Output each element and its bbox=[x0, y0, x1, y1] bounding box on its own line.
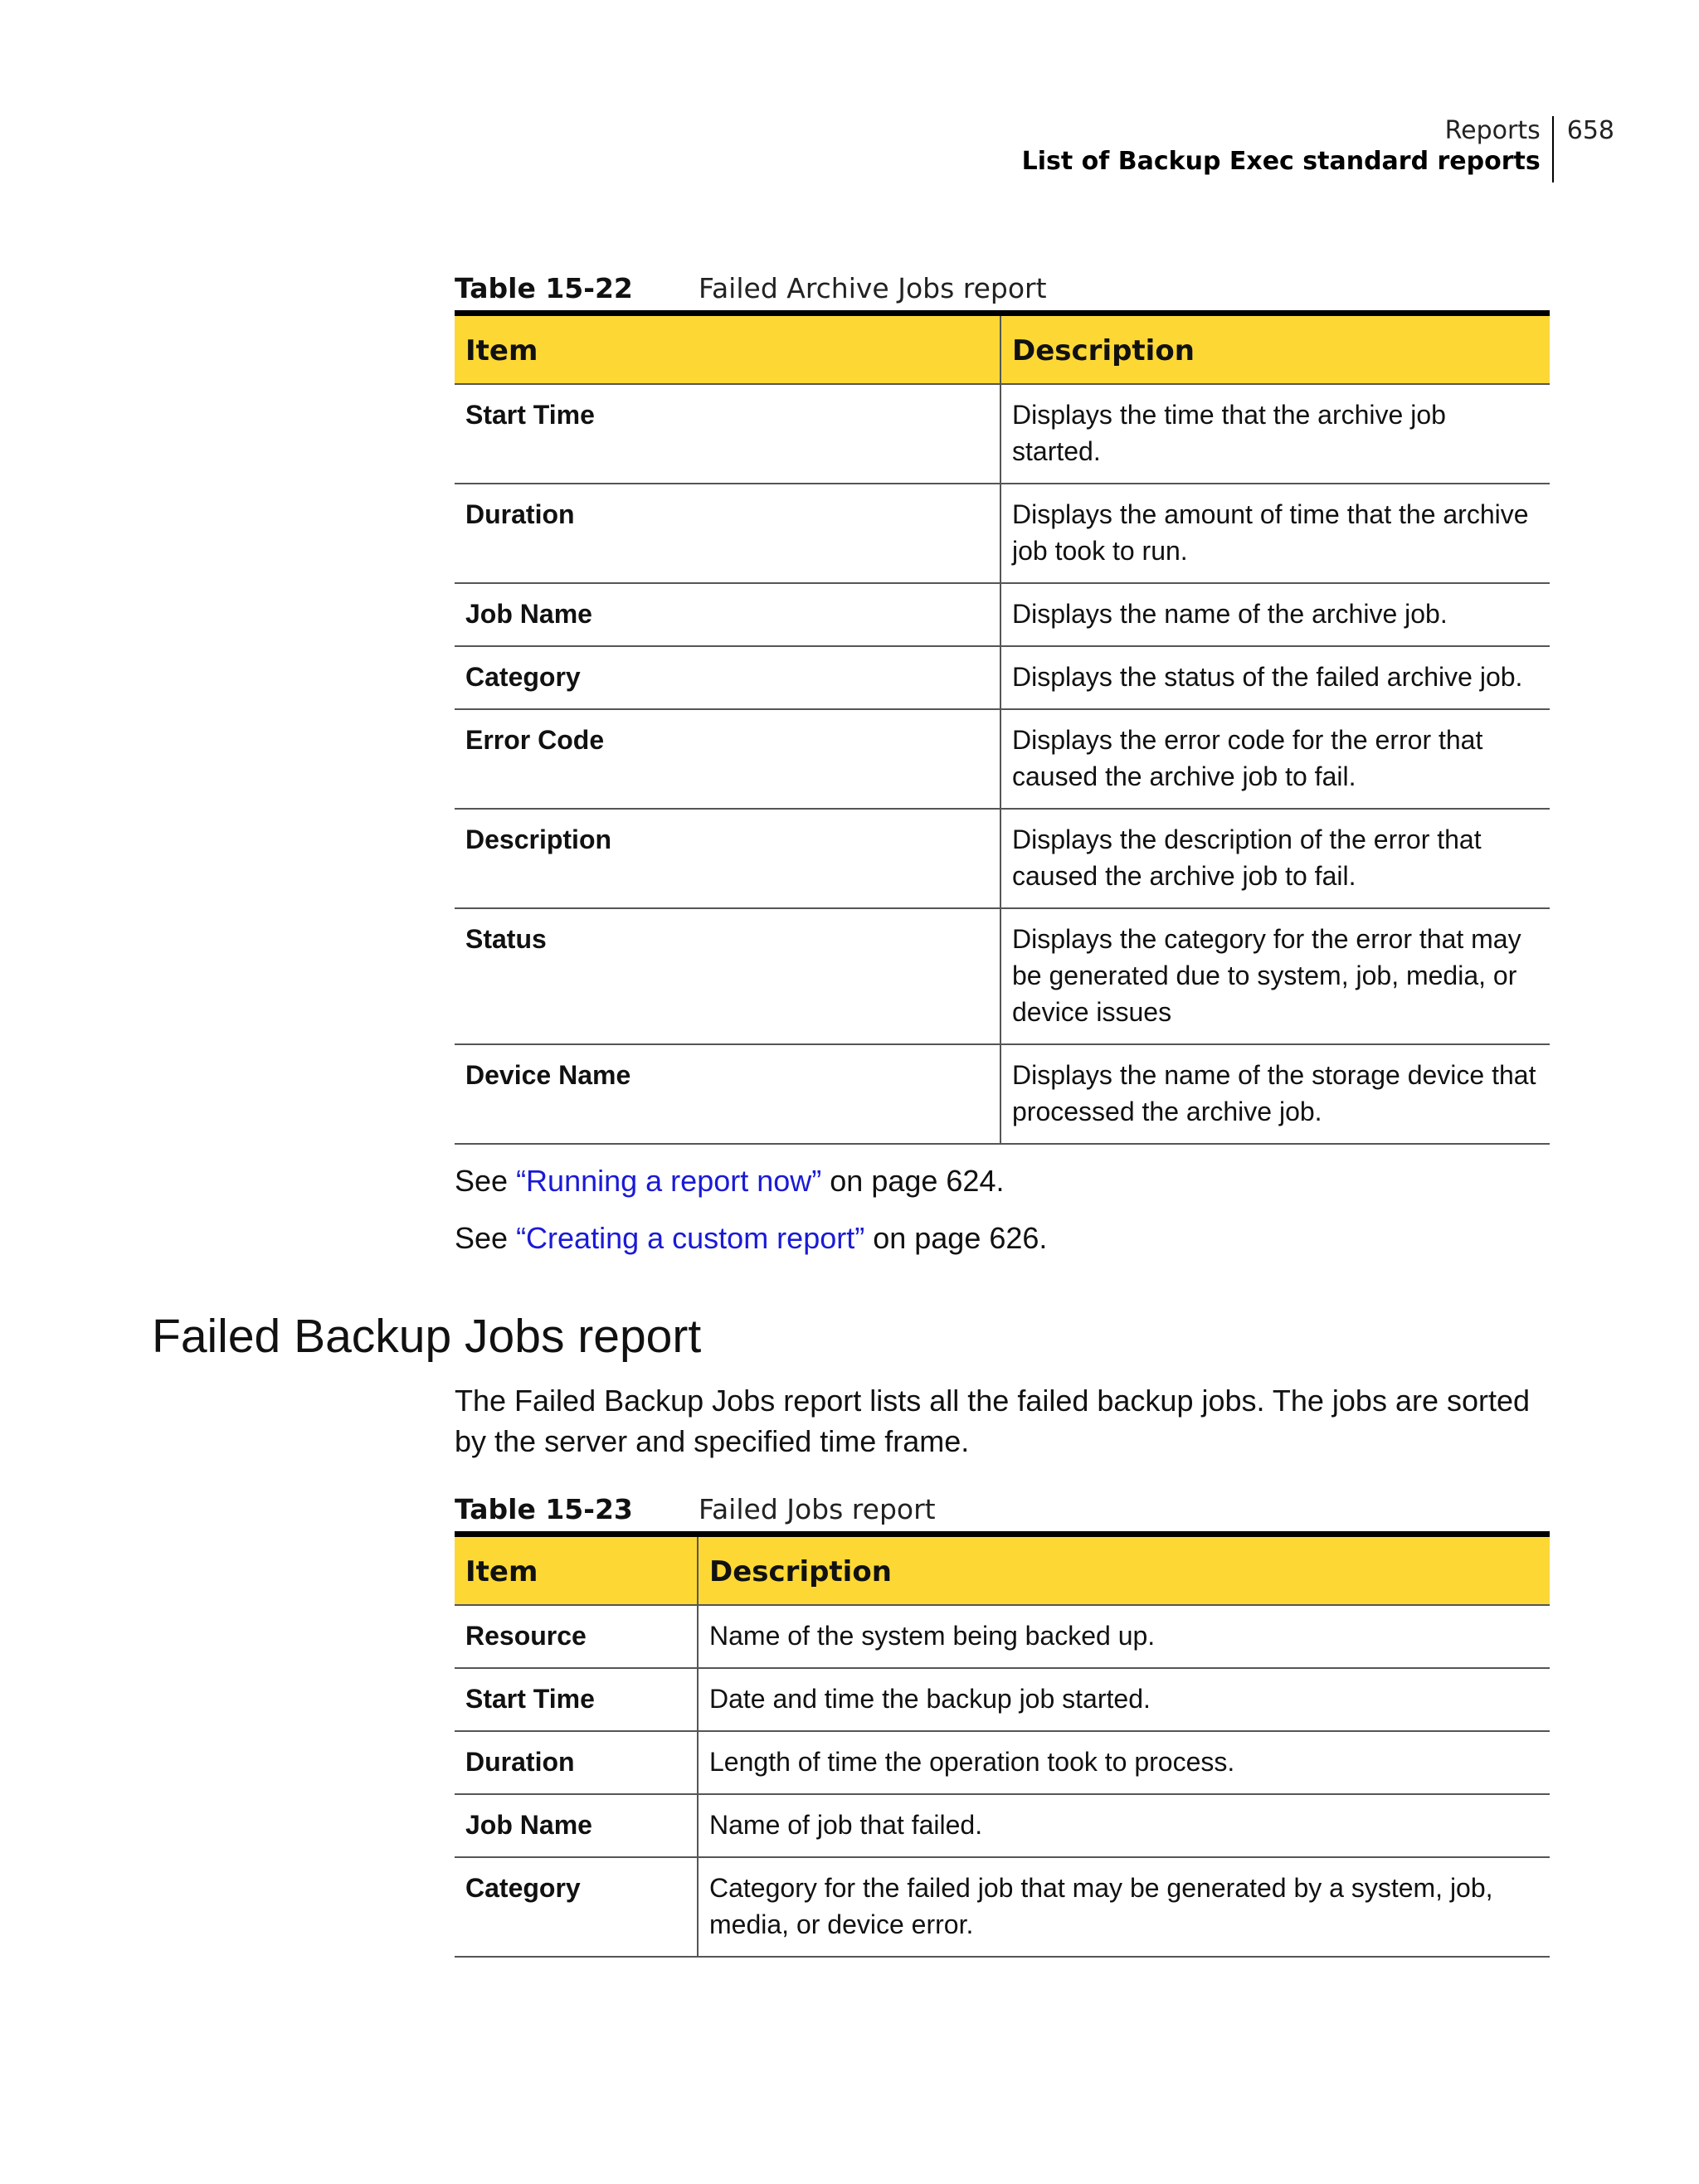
table-caption bbox=[455, 1493, 1550, 1531]
description-cell: Length of time the operation took to process. bbox=[698, 1731, 1550, 1794]
table-15-22-block bbox=[455, 272, 1550, 1145]
item-cell: Duration bbox=[455, 484, 1000, 583]
item-cell: Job Name bbox=[455, 583, 1000, 646]
custom-report-link[interactable]: “Creating a custom report” bbox=[516, 1221, 865, 1255]
table-row bbox=[455, 484, 1550, 583]
description-cell: Displays the category for the error that may be generated due to system, job, media, or device issues bbox=[1000, 908, 1550, 1044]
table-row bbox=[455, 709, 1550, 809]
description-cell: Displays the description of the error that caused the archive job to fail. bbox=[1000, 809, 1550, 908]
table-row bbox=[455, 809, 1550, 908]
see-suffix: on page 624. bbox=[821, 1164, 1005, 1198]
table-number: Table 15-23 bbox=[455, 1493, 633, 1525]
chapter-title: Reports bbox=[1444, 116, 1541, 145]
item-cell: Duration bbox=[455, 1731, 698, 1794]
description-cell: Displays the amount of time that the archive job took to run. bbox=[1000, 484, 1550, 583]
running-report-link[interactable]: “Running a report now” bbox=[516, 1164, 822, 1198]
see-also-running-report bbox=[455, 1163, 1004, 1199]
description-cell: Name of job that failed. bbox=[698, 1794, 1550, 1857]
section-paragraph: The Failed Backup Jobs report lists all the failed backup jobs. The jobs are sorted by the server and specified time frame. bbox=[455, 1384, 1531, 1458]
item-cell: Start Time bbox=[455, 1668, 698, 1731]
section-heading: Failed Backup Jobs report bbox=[152, 1310, 702, 1363]
table-row bbox=[455, 908, 1550, 1044]
table-row bbox=[455, 1731, 1550, 1794]
table-row bbox=[455, 1794, 1550, 1857]
table-row bbox=[455, 646, 1550, 709]
description-cell: Displays the name of the archive job. bbox=[1000, 583, 1550, 646]
column-header-item: Item bbox=[455, 1535, 698, 1606]
see-prefix: See bbox=[455, 1164, 517, 1198]
item-cell: Status bbox=[455, 908, 1000, 1044]
description-cell: Displays the error code for the error that caused the archive job to fail. bbox=[1000, 709, 1550, 809]
table-row bbox=[455, 1044, 1550, 1144]
page-number: 658 bbox=[1566, 116, 1614, 145]
table-row bbox=[455, 1605, 1550, 1668]
table-header-row bbox=[455, 1535, 1550, 1606]
table-title: Failed Archive Jobs report bbox=[699, 272, 1047, 304]
column-header-description: Description bbox=[698, 1535, 1550, 1606]
table-title: Failed Jobs report bbox=[699, 1493, 936, 1525]
description-cell: Category for the failed job that may be generated by a system, job, media, or device error. bbox=[698, 1857, 1550, 1957]
item-cell: Job Name bbox=[455, 1794, 698, 1857]
item-cell: Category bbox=[455, 646, 1000, 709]
item-cell: Error Code bbox=[455, 709, 1000, 809]
description-cell: Displays the status of the failed archive job. bbox=[1000, 646, 1550, 709]
section-title: List of Backup Exec standard reports bbox=[1021, 147, 1541, 176]
table-header-row bbox=[455, 314, 1550, 385]
item-cell: Start Time bbox=[455, 384, 1000, 484]
table-number: Table 15-22 bbox=[455, 272, 633, 304]
see-prefix: See bbox=[455, 1221, 517, 1255]
item-cell: Resource bbox=[455, 1605, 698, 1668]
column-header-item: Item bbox=[455, 314, 1000, 385]
running-header bbox=[1022, 116, 1614, 182]
description-cell: Displays the name of the storage device that processed the archive job. bbox=[1000, 1044, 1550, 1144]
see-also-custom-report bbox=[455, 1220, 1047, 1257]
running-header-text bbox=[1022, 116, 1554, 182]
see-suffix: on page 626. bbox=[864, 1221, 1048, 1255]
table-caption bbox=[455, 272, 1550, 310]
description-cell: Name of the system being backed up. bbox=[698, 1605, 1550, 1668]
table-15-23-block bbox=[455, 1493, 1550, 1958]
failed-archive-jobs-table bbox=[455, 310, 1550, 1145]
table-row bbox=[455, 384, 1550, 484]
failed-jobs-table bbox=[455, 1531, 1550, 1958]
item-cell: Category bbox=[455, 1857, 698, 1957]
item-cell: Description bbox=[455, 809, 1000, 908]
table-row bbox=[455, 1857, 1550, 1957]
description-cell: Displays the time that the archive job started. bbox=[1000, 384, 1550, 484]
table-row bbox=[455, 583, 1550, 646]
table-row bbox=[455, 1668, 1550, 1731]
item-cell: Device Name bbox=[455, 1044, 1000, 1144]
description-cell: Date and time the backup job started. bbox=[698, 1668, 1550, 1731]
column-header-description: Description bbox=[1000, 314, 1550, 385]
